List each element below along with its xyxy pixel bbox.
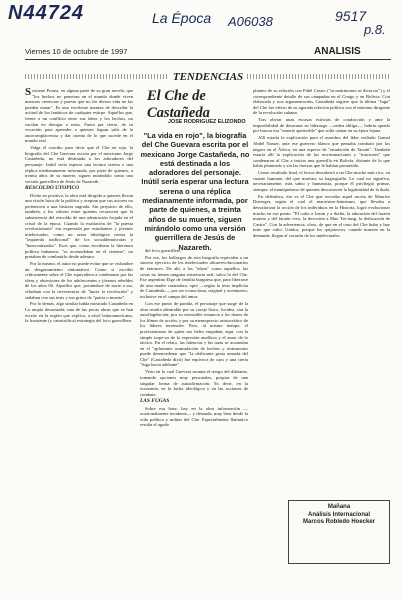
band-pattern-left xyxy=(25,74,169,79)
paragraph-text: Como resultado final, el lector descubrirá a un Che mucho más rico, en cuanto humano, del que muestra su hagiografía. Lo cual no significa, necesariamente, más sabio y humanista, porque él privilegió primar, siempre, el maniqueísmo de quienes desconocen la legitimidad de la duda. xyxy=(253,170,391,192)
paragraph xyxy=(25,301,133,323)
paragraph xyxy=(25,145,133,184)
paragraph xyxy=(25,193,133,260)
subheading: LAS FUGAS xyxy=(140,397,170,404)
paragraph xyxy=(140,248,248,254)
paragraph xyxy=(25,261,133,300)
handwritten-source: La Época xyxy=(152,10,212,26)
paragraph xyxy=(253,88,390,116)
subheading: RESCOLDO UTOPICO xyxy=(25,184,79,191)
paragraph-text: Allí estaría la explicación para el asombro del líder exiliado Gamal Abdel Nasser, ante ese guerrero blanco que pensaba combatir por los negros en el África, en una especie de "emulación de Tarzán". También estaría allí la explicación de las recriminaciones y "traiciones" que condenaron al Che a iniciar una guerrilla en Bolivia, distante de la que había planteado y sin las fuerzas que le habían prometido. xyxy=(253,135,390,169)
paragraph xyxy=(253,194,390,239)
paragraph-text: Por eso, los hallazgos de esta biografía equivalen a un sincero ejercicio de los intelectuales ultrarrevolucionarios de entonces. De ahí, a los "ultras" como aquellos, las cosas no tienen ninguna existencia real, salvo la del Che. Ese argentino Elgo de familia burguesa que, para liberarse de una madre castradora, optó —según la tesis implícita de Castañeda—, por ser iconoclasta, original y aventurero, inclusive en el campo del amor. xyxy=(140,254,248,300)
paragraph xyxy=(140,369,248,397)
paragraph-text: Por lo demás, algo similar había mostrado Castañeda en La utopía desarmada, una de las pocas obras que se han escrito en la región que explica, a nivel latinoamericano, la frustrante (y catastrófica) estrategia del foco guerrillero. xyxy=(25,301,133,324)
box-line-1: Mañana xyxy=(327,504,351,510)
paragraph xyxy=(140,255,248,300)
paragraph-text: del foco guerrillero. xyxy=(145,248,182,253)
drop-cap: S xyxy=(25,86,32,98)
article-lead: "La vida en rojo", la biografía del Che Guevara escrita por el mexicano Jorge Castañeda, no está destinada a los adoradores del personaje. Inútil sería esperar una lectura serena o una réplica medianamente informada, por parte de quienes, a treinta años de su muerte, siguen mirándolo como una versión guerrillera de Jesús de Nazareth. xyxy=(140,131,250,252)
handwritten-doc-id: A06038 xyxy=(228,14,273,29)
article-title: El Che de Castañeda xyxy=(147,88,210,121)
paragraph xyxy=(140,406,248,428)
handwritten-code: N44724 xyxy=(8,2,85,24)
paragraph xyxy=(253,170,390,192)
paragraph-text: Tras obviar unas escasas estrictas de conducción y ante la imposibilidad de desacatar su liderazgo —orden obliga—, habría optado por buscar esa "muerte apetecible" que solía cantar en su épica lejana. xyxy=(253,117,390,134)
header-rule xyxy=(25,59,391,60)
section-band xyxy=(25,71,391,82)
handwritten-page: p.8. xyxy=(364,22,386,37)
article-column-3 xyxy=(253,88,390,500)
article-author: JOSE RODRIGUEZ ELIZONDO xyxy=(168,119,246,125)
article-column-2 xyxy=(140,248,248,564)
box-line-2: Análisis Internacional xyxy=(307,511,371,518)
article-column-1 xyxy=(25,88,133,564)
paragraph xyxy=(25,88,133,144)
band-pattern-right xyxy=(247,74,391,79)
paragraph-text: Sobre esa base, hay en la obra información —ocasionalmente incidente— y desnuda, muy bien desde la vida política y militar del Che. Especialmente llamativo resulta el agudo xyxy=(140,405,248,428)
paragraph-text: Por lo mismo, el autor no puede evitar que se vislumbre un desgarramiento sintomático. Como si escribir críticamente sobre el Che equivaliera a condenarse por las ideas y obsesiones de los adolescentes y jóvenes rebeldes de los años 60. Aquellos que, portándose de norte a sur, vibraban con la irreverencia de "hacer la revolución" y soñaban con sus tesis y sus gritos de "patria o muerte". xyxy=(25,261,133,300)
section-name: ANALISIS xyxy=(314,46,361,57)
next-article-box xyxy=(288,500,390,564)
paragraph-text: En definitiva, ése es el Che que recordar aquel asceta de Maurice Duverger, según el cual el marxismo-leninismo, que llevaba a desvalorizar la acción de los individuos en la Historia, logró evolucionar mucho en ese punto: "El culto a Lenin y a Stalin, la adoración del faraón muerto y del faraón vivo, la devoción a Mao Tse-tung, la deificación de Castro". Con la advertencia, claro, de que en el caso del Che hubo y hay mito que culto. Unidos, porque los quijotescos, cuando mueren en la demanda, llegan al corazón de los intelectuales. xyxy=(253,193,390,239)
dateline: Viernes 10 de octubre de 1997 xyxy=(25,47,128,56)
box-line-3: Marcos Robledo Hoecker xyxy=(302,519,376,525)
paragraph xyxy=(253,135,390,169)
handwritten-number: 9517 xyxy=(335,8,367,24)
paragraph-text: Con ese punto de partida, el personaje que surge de la obra resulta admirable por su coraje físico, lucidez, con la autoflagelación; por su ostensible renuncia a los dones de los filmes de acción, y por su menosprecio aristocrático de los líderes terrenales. Pero, al mismo tiempo, el profesionismo de quien sus fieles empañan, aquí, con la simple torpe-za de la expresión analítica y el amor de lo táctico. En el relato, las falencias y las taras se acumulan en el "aplastante acumulación de hechos y testimonios puede desencadenar que "la deificante gesta armada del Che" (Castañeda dixit) fue equívoca de caos y una cierta "fuga hacia adelante". xyxy=(140,300,248,368)
paragraph-text: Dicho en positivo, la obra está dirigida a quienes llevan una visión laica de la política y aceptan que sus actores no pertenecen a una historia sagrada. Sin perjuicio de ello, también, a los valores entre quienes reconocen que la subsistencia del rescoldo de una admiración forjada en el crisol de la época. Cuando la exaltación de "la puesta revolucionaria" era expresada por estudiantes y jóvenes intelectuales, como un arma ideológica contra la "izquierda tradicional" de los socialdemócratas y "burocratizados". Esos que, como escribiera la literatura política habanera, "se acomodaban en el sistema", no pretaban de combatirlo desde adentro. xyxy=(25,192,133,260)
paragraph xyxy=(140,301,248,368)
paragraph-text: Valga el exordio para decir que el Che en rojo, la biografía del Che Guevara escrita por el mexicano Jorge Castañeda, no está destinada a los adoradores del personaje. Inútil sería esperar una lectura serena o una réplica medianamente informada, por parte de quienes, a treinta años de su muerte, siguen mirándolo como una versión guerrillera de Jesús de Nazareth. xyxy=(25,145,133,184)
paragraph-text: planteo de su relación con Fidel Castro ("ni matrimonio ni divorcio") y el correspondiente detalle de sus campañas en el Congo y en Bolivia. Con elaborada y rica argumentación, Castañeda sugiere que la última "fuga" del Che fue efecto de su agotada relación política con el máximo dirigente de la revolución cubana. xyxy=(253,88,390,116)
band-label: TENDENCIAS xyxy=(172,70,244,83)
paragraph xyxy=(253,117,390,134)
paragraph-text: Visto en lo cual Guevara asumía el riesgo del diletante, tomando opciones muy personales, propias de una singular forma de autoafirmación. Es decir, en la economía, en la lucha ideológica y en las acciones de combate. xyxy=(140,369,248,397)
paragraph-text: ostiene Proust, en alguna parte de su gran novela, que "los hechos no penetran en el mundo donde viven nuestras creencias y puesto que no les dieron vida no las pueden matar". Es una excelente manera de describir la actitud de los fanáticos de cualquier estirpe. Aquellos que, frente a un conflicto entre sus ideas y los hechos, no vacilan en derogar a estos. Fuera por cierto, de su vocación para aprender a quienes logran salir de la autocomplacencia y dar cuenta de lo que sucede en el mundo real. xyxy=(25,88,133,144)
